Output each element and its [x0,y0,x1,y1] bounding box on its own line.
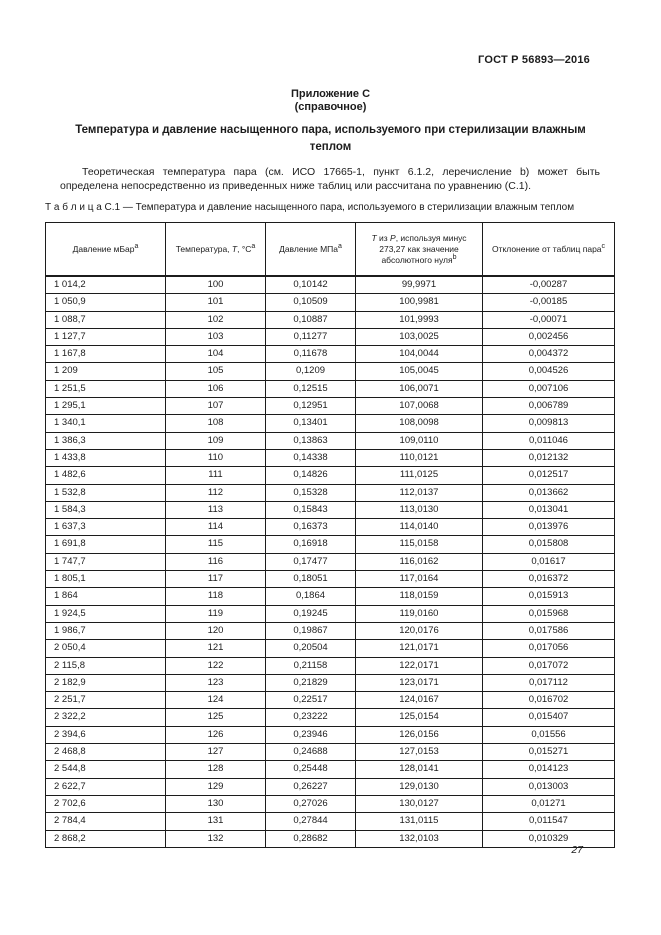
table-cell: 109 [166,432,266,449]
table-cell: 0,017072 [483,657,615,674]
table-row [46,484,615,501]
table-cell: 0,007106 [483,380,615,397]
table-cell: 1 986,7 [46,622,166,639]
table-cell: 116 [166,553,266,570]
table-cell: 129,0130 [356,778,483,795]
table-row [46,380,615,397]
table-cell: 109,0110 [356,432,483,449]
table-row [46,432,615,449]
table-cell: 0,013662 [483,484,615,501]
table-cell: 2 868,2 [46,830,166,847]
table-row [46,692,615,709]
table-cell: 0,21158 [266,657,356,674]
table-cell: 107 [166,398,266,415]
table-cell: 103,0025 [356,328,483,345]
table-cell: 0,016702 [483,692,615,709]
table-cell: 0,010329 [483,830,615,847]
table-cell: 129 [166,778,266,795]
table-row [46,674,615,691]
table-cell: 0,013976 [483,519,615,536]
table-cell: 1 340,1 [46,415,166,432]
column-header: Температура, Т, $^\circ С^a$ [166,223,266,277]
table-cell: 124,0167 [356,692,483,709]
table-cell: 120,0176 [356,622,483,639]
table-cell: 0,25448 [266,761,356,778]
table-cell: 0,1864 [266,588,356,605]
table-cell: 2 702,6 [46,795,166,812]
table-cell: 131,0115 [356,813,483,830]
table-cell: 118,0159 [356,588,483,605]
table-row [46,744,615,761]
table-row [46,536,615,553]
table-cell: 104,0044 [356,346,483,363]
table-cell: 103 [166,328,266,345]
table-cell: 108,0098 [356,415,483,432]
table-cell: 0,01271 [483,795,615,812]
table-row [46,778,615,795]
table-row [46,467,615,484]
table-cell: -0,00287 [483,276,615,294]
table-cell: 111,0125 [356,467,483,484]
table-header-row [46,223,615,277]
table-cell: 123,0171 [356,674,483,691]
table-cell: 0,011046 [483,432,615,449]
table-cell: 126 [166,726,266,743]
table-cell: 127,0153 [356,744,483,761]
table-cell: 105,0045 [356,363,483,380]
table-cell: 2 115,8 [46,657,166,674]
table-row [46,294,615,311]
table-cell: 101,9993 [356,311,483,328]
table-cell: 0,16918 [266,536,356,553]
table-cell: 112 [166,484,266,501]
table-cell: 1 584,3 [46,501,166,518]
table-row [46,501,615,518]
page-title: Температура и давление насыщенного пара, используемого при стерилизации влажным теплом [75,124,586,153]
table-cell: 0,20504 [266,640,356,657]
steam-pressure-table [45,222,615,848]
table-cell: 0,12515 [266,380,356,397]
column-header: Т из Р, используя минус 273,27 как значение абсолютного нуля$^b$ [356,223,483,277]
table-cell: 1 386,3 [46,432,166,449]
table-cell: 110 [166,449,266,466]
table-cell: 104 [166,346,266,363]
table-cell: 114 [166,519,266,536]
table-cell: 0,12951 [266,398,356,415]
intro-paragraph: Теоретическая температура пара (см. ИСО 17665-1, пункт 6.1.2, леречисление b) может быть определена непосредственно из приведенных ниже таблиц или рассчитана по уравнению (С.1). [60,166,600,192]
table-cell: 0,14826 [266,467,356,484]
doc-number: ГОСТ Р 56893—2016 [478,54,590,66]
table-row [46,363,615,380]
table-row [46,726,615,743]
table-cell: 0,15328 [266,484,356,501]
table-row [46,761,615,778]
table-cell: 1 532,8 [46,484,166,501]
table-cell: 2 784,4 [46,813,166,830]
table-cell: 0,009813 [483,415,615,432]
table-row [46,328,615,345]
table-cell: 0,014123 [483,761,615,778]
table-cell: 0,015407 [483,709,615,726]
table-row [46,605,615,622]
table-cell: 0,1209 [266,363,356,380]
table-cell: 0,17477 [266,553,356,570]
table-cell: 1 209 [46,363,166,380]
table-cell: 128 [166,761,266,778]
table-cell: 0,11678 [266,346,356,363]
table-cell: 125 [166,709,266,726]
table-cell: 0,004372 [483,346,615,363]
table-cell: 132,0103 [356,830,483,847]
table-cell: 1 127,7 [46,328,166,345]
table-row [46,640,615,657]
table-cell: 0,19245 [266,605,356,622]
table-cell: 132 [166,830,266,847]
table-cell: 0,11277 [266,328,356,345]
table-cell: -0,00071 [483,311,615,328]
table-cell: 113 [166,501,266,518]
table-cell: 0,23222 [266,709,356,726]
table-cell: 1 924,5 [46,605,166,622]
appendix-heading [0,88,661,114]
table-cell: 1 482,6 [46,467,166,484]
table-cell: 0,26227 [266,778,356,795]
table-cell: 99,9971 [356,276,483,294]
page-number: 27 [571,844,583,856]
table-cell: 0,16373 [266,519,356,536]
table-caption: Т а б л и ц а С.1 — Температура и давление насыщенного пара, используемого в стерилизации влажным теплом [45,202,575,213]
table-cell: 122 [166,657,266,674]
table-cell: 0,24688 [266,744,356,761]
table-row [46,588,615,605]
table-cell: 128,0141 [356,761,483,778]
table-cell: 119,0160 [356,605,483,622]
table-cell: 0,017112 [483,674,615,691]
table-cell: 115,0158 [356,536,483,553]
table-row [46,813,615,830]
table-cell: 0,19867 [266,622,356,639]
table-cell: 125,0154 [356,709,483,726]
table-cell: 2 622,7 [46,778,166,795]
table-cell: 1 167,8 [46,346,166,363]
column-header: Отклонение от таблиц пара$^c$ [483,223,615,277]
table-row [46,657,615,674]
table-cell: 1 691,8 [46,536,166,553]
table-cell: 115 [166,536,266,553]
table-cell: 1 050,9 [46,294,166,311]
table-cell: 122,0171 [356,657,483,674]
table-cell: 0,013003 [483,778,615,795]
table-row [46,276,615,294]
table-cell: 0,012517 [483,467,615,484]
table-cell: -0,00185 [483,294,615,311]
table-cell: 118 [166,588,266,605]
table-cell: 126,0156 [356,726,483,743]
table-cell: 0,18051 [266,571,356,588]
table-cell: 2 050,4 [46,640,166,657]
table-cell: 0,10509 [266,294,356,311]
table-cell: 0,015913 [483,588,615,605]
table-cell: 1 637,3 [46,519,166,536]
table-row [46,449,615,466]
table-cell: 0,013041 [483,501,615,518]
table-cell: 124 [166,692,266,709]
table-cell: 0,002456 [483,328,615,345]
table-cell: 1 433,8 [46,449,166,466]
table-cell: 101 [166,294,266,311]
table-cell: 0,015968 [483,605,615,622]
table-row [46,311,615,328]
column-header: Давление мБар$^a$ [46,223,166,277]
appendix-label: Приложение С [290,88,371,100]
table-cell: 100,9981 [356,294,483,311]
table-cell: 106 [166,380,266,397]
table-cell: 116,0162 [356,553,483,570]
table-cell: 119 [166,605,266,622]
table-cell: 130,0127 [356,795,483,812]
table-cell: 113,0130 [356,501,483,518]
table-cell: 0,21829 [266,674,356,691]
table-cell: 2 182,9 [46,674,166,691]
column-header: Давление МПа$^a$ [266,223,356,277]
table-cell: 0,10887 [266,311,356,328]
table-cell: 2 322,2 [46,709,166,726]
table-cell: 114,0140 [356,519,483,536]
table-cell: 121,0171 [356,640,483,657]
table-cell: 0,01556 [483,726,615,743]
table-cell: 1 864 [46,588,166,605]
table-cell: 0,15843 [266,501,356,518]
table-cell: 2 468,8 [46,744,166,761]
table-cell: 0,006789 [483,398,615,415]
table-cell: 0,14338 [266,449,356,466]
table-cell: 0,27844 [266,813,356,830]
table-body [46,276,615,847]
table-row [46,709,615,726]
table-row [46,398,615,415]
table-row [46,830,615,847]
table-cell: 0,01617 [483,553,615,570]
table-row [46,415,615,432]
table-cell: 0,27026 [266,795,356,812]
table-cell: 1 014,2 [46,276,166,294]
table-cell: 0,011547 [483,813,615,830]
table-cell: 0,017586 [483,622,615,639]
table-cell: 120 [166,622,266,639]
table-cell: 0,015808 [483,536,615,553]
table-cell: 107,0068 [356,398,483,415]
table-cell: 117,0164 [356,571,483,588]
table-cell: 130 [166,795,266,812]
table-cell: 123 [166,674,266,691]
table-cell: 121 [166,640,266,657]
table-cell: 0,004526 [483,363,615,380]
table-row [46,795,615,812]
table-cell: 117 [166,571,266,588]
table-cell: 1 805,1 [46,571,166,588]
appendix-note: (справочное) [294,101,367,113]
table-cell: 2 544,8 [46,761,166,778]
table-cell: 0,22517 [266,692,356,709]
table-cell: 0,13863 [266,432,356,449]
table-cell: 0,23946 [266,726,356,743]
table-cell: 0,017056 [483,640,615,657]
table-cell: 105 [166,363,266,380]
table-cell: 102 [166,311,266,328]
table-cell: 100 [166,276,266,294]
table-row [46,571,615,588]
table-cell: 111 [166,467,266,484]
table-cell: 0,28682 [266,830,356,847]
table-row [46,622,615,639]
table-cell: 112,0137 [356,484,483,501]
table-cell: 1 295,1 [46,398,166,415]
table-row [46,346,615,363]
table-cell: 127 [166,744,266,761]
table-cell: 110,0121 [356,449,483,466]
table-cell: 1 088,7 [46,311,166,328]
table-cell: 131 [166,813,266,830]
table-header [46,223,615,277]
table-cell: 108 [166,415,266,432]
table-cell: 106,0071 [356,380,483,397]
table-cell: 0,13401 [266,415,356,432]
table-cell: 0,015271 [483,744,615,761]
table-cell: 1 251,5 [46,380,166,397]
table-cell: 2 251,7 [46,692,166,709]
table-cell: 0,10142 [266,276,356,294]
table-cell: 0,012132 [483,449,615,466]
table-row [46,519,615,536]
table-cell: 2 394,6 [46,726,166,743]
table-cell: 0,016372 [483,571,615,588]
table-row [46,553,615,570]
table-cell: 1 747,7 [46,553,166,570]
